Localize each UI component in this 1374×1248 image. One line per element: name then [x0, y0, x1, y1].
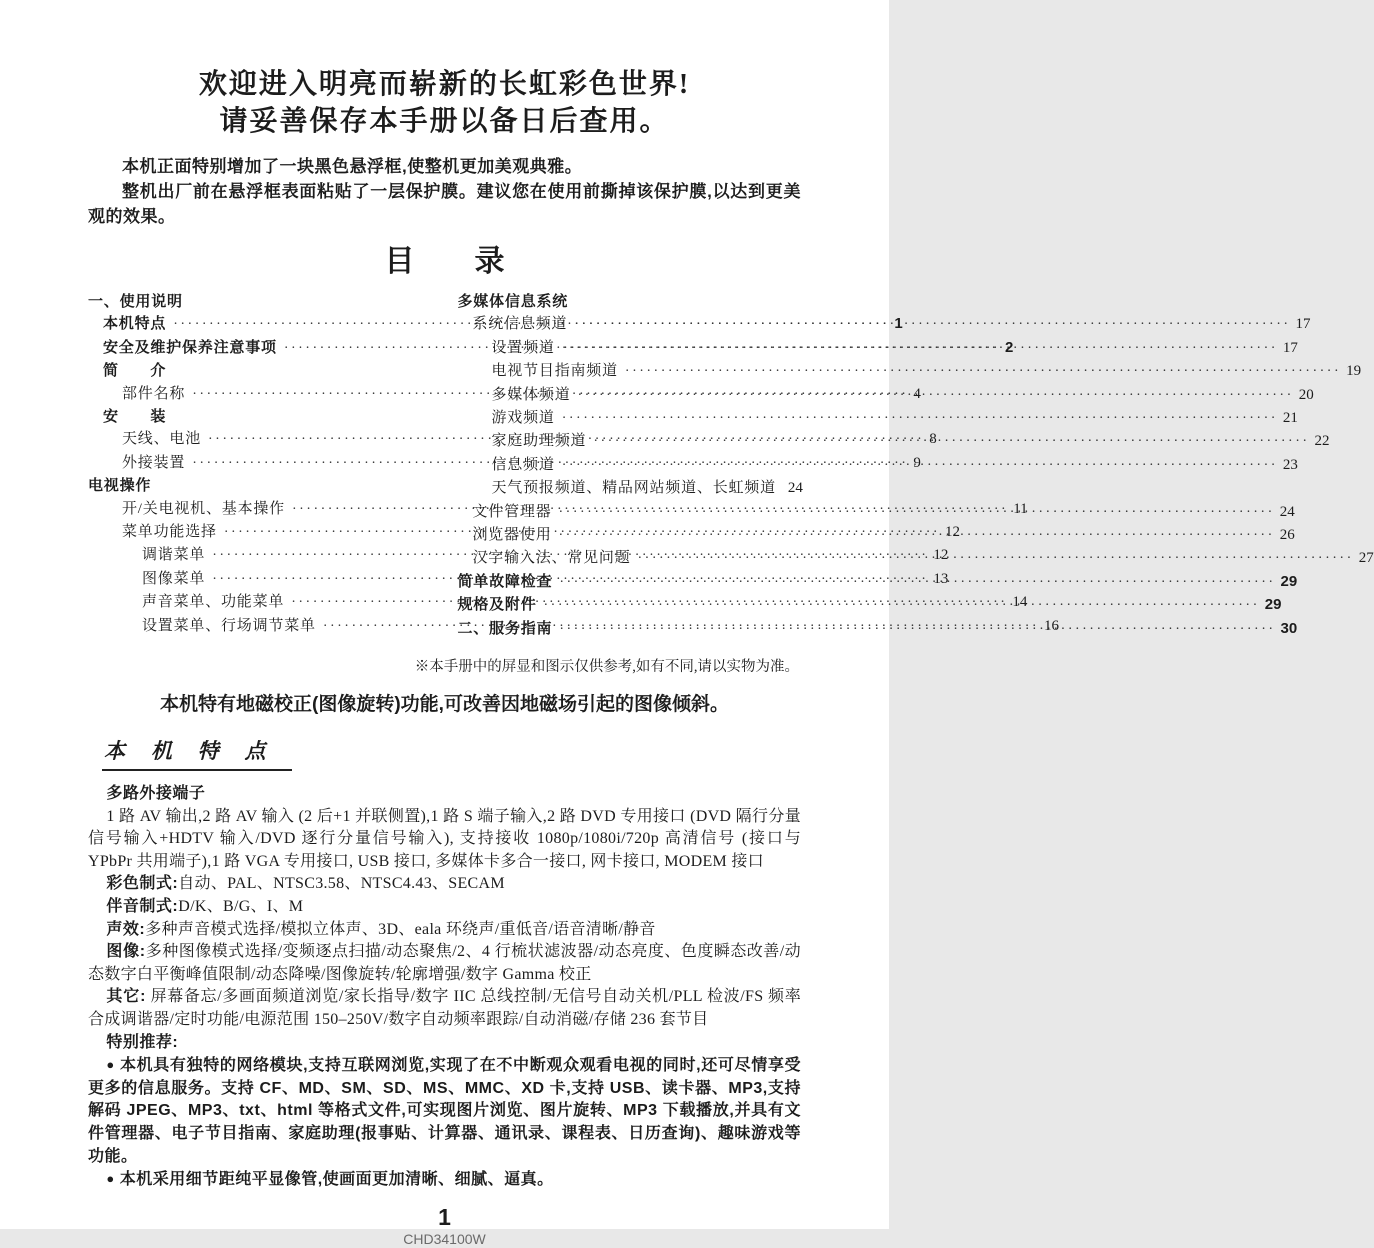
toc-entry-label: 信息频道: [491, 456, 555, 473]
toc-entry: [88, 360, 432, 382]
toc-entry-label: 浏览器使用: [472, 527, 552, 544]
feature-paragraph: [88, 1032, 801, 1055]
intro-section: [88, 154, 801, 229]
feature-bullet-item: [88, 1168, 801, 1192]
toc-page-number: 27: [1358, 550, 1374, 567]
toc-dot-leader: [638, 547, 1354, 570]
toc-entry: [458, 360, 1362, 383]
features-section-title: 本 机 特 点: [102, 740, 292, 771]
toc-page-number: 21: [1282, 410, 1298, 427]
toc-entry: [458, 407, 1298, 430]
feature-bullet-item: [88, 1054, 801, 1168]
toc-dot-leader: [562, 337, 1278, 360]
toc-page-number: 12: [933, 547, 949, 564]
toc-entry-label: 调谐菜单: [142, 547, 206, 564]
toc-page-number: 20: [1298, 386, 1314, 403]
toc-entry-label: 规格及附件: [457, 596, 537, 614]
toc-entry: [88, 291, 432, 313]
feature-label: 声效:: [106, 920, 146, 938]
toc-entry-label: 多媒体信息系统: [457, 293, 569, 310]
table-of-contents: [88, 291, 1374, 641]
feature-paragraph: [88, 873, 801, 896]
toc-entry-label: 简单故障检查: [457, 572, 553, 590]
toc-entry-label: 安全及维护保养注意事项: [103, 338, 277, 356]
toc-entry: [458, 384, 1314, 407]
toc-entry-label: 设置频道: [491, 339, 555, 356]
toc-title: 目 录: [384, 245, 505, 278]
toc-entry: [458, 477, 802, 500]
toc-entry-label: 游戏频道: [491, 410, 555, 427]
toc-entry: [458, 337, 1298, 360]
toc-entry-label: 设置菜单、行场调节菜单: [142, 617, 316, 634]
features-body: [88, 783, 801, 1192]
bullet-icon: ●: [106, 1171, 115, 1187]
toc-page-number: 24: [1279, 503, 1295, 520]
toc-page-number: 14: [1012, 594, 1028, 611]
page-title: [88, 66, 801, 140]
feature-label: 多路外接端子: [106, 785, 206, 803]
toc-page-number: 12: [945, 524, 961, 541]
toc-dot-leader: [559, 501, 1275, 524]
toc-page-number: 17: [1295, 316, 1311, 333]
model-number: CHD34100W: [403, 1230, 486, 1247]
toc-entry-label: 电视节目指南频道: [491, 363, 618, 380]
toc-page-number: 29: [1280, 572, 1298, 590]
toc-entry-label: 天线、电池: [122, 431, 202, 448]
feature-paragraph: [88, 986, 801, 1031]
feature-text: 屏幕备忘/多画面频道浏览/家长指导/数字 IIC 总线控制/无信号自动关机/PLL 检波/FS 频率合成调谐器/定时功能/电源范围 150–250V/数字自动频率跟踪/自动消磁/存储 236 套节目: [88, 988, 801, 1029]
intro-paragraph: 整机出厂前在悬浮框表面粘贴了一层保护膜。建议您在使用前撕掉该保护膜,以达到更美观的效果。: [88, 182, 801, 226]
toc-page-number: 29: [1264, 596, 1282, 614]
toc-dot-leader: [562, 407, 1278, 430]
bullet-icon: ●: [106, 1057, 115, 1073]
toc-dot-leader: [544, 594, 1260, 617]
feature-text: 本机采用细节距纯平显像管,使画面更加清晰、细腻、逼真。: [119, 1171, 554, 1189]
toc-entry-label: 本机特点: [103, 315, 167, 333]
feature-label: 其它:: [106, 988, 146, 1006]
toc-entry-label: 开/关电视机、基本操作: [122, 500, 285, 517]
geomagnetic-feature-line: 本机特有地磁校正(图像旋转)功能,可改善因地磁场引起的图像倾斜。: [160, 694, 729, 716]
toc-page-number: 13: [933, 570, 949, 587]
toc-page-number: 17: [1282, 339, 1298, 356]
toc-entry-label: 简 介: [103, 362, 167, 380]
toc-entry-label: 多媒体频道: [491, 386, 571, 403]
page-footer: [88, 1204, 801, 1248]
toc-entry-label: 一、使用说明: [88, 293, 183, 310]
toc-entry-label: 图像菜单: [142, 570, 206, 587]
toc-dot-leader: [574, 313, 1290, 336]
toc-entry-label: 外接装置: [122, 454, 186, 471]
toc-entry: [458, 454, 1298, 477]
toc-page-number: 16: [1044, 617, 1060, 634]
toc-dot-leader: [625, 360, 1341, 383]
toc-dot-leader: [593, 430, 1309, 453]
feature-text: D/K、B/G、I、M: [178, 898, 304, 916]
intro-paragraph: 本机正面特别增加了一块黑色悬浮框,使整机更加美观典雅。: [122, 157, 583, 176]
toc-page-number: 11: [1013, 500, 1028, 517]
toc-page-number: 24: [787, 480, 803, 497]
toc-entry-label: 文件管理器: [472, 503, 552, 520]
toc-entry-label: 安 装: [103, 408, 167, 426]
toc-page-number: 19: [1346, 363, 1362, 380]
toc-page-number: 30: [1280, 619, 1298, 637]
toc-dot-leader: [562, 454, 1278, 477]
feature-paragraph: [88, 941, 801, 986]
toc-entry-label: 二、服务指南: [457, 619, 553, 637]
feature-paragraph: [88, 806, 801, 874]
toc-dot-leader: [559, 618, 1275, 641]
page-title-line-1: 欢迎进入明亮而崭新的长虹彩色世界!: [198, 69, 691, 100]
toc-entry-label: 系统信息频道: [472, 316, 568, 333]
toc-entry-label: 天气预报频道、精品网站频道、长虹频道: [491, 480, 776, 497]
feature-label: 图像:: [106, 943, 146, 961]
toc-entry: [458, 313, 1311, 336]
toc-dot-leader: [578, 384, 1294, 407]
feature-text: 1 路 AV 输出,2 路 AV 输入 (2 后+1 并联侧置),1 路 S 端子输入,2 路 DVD 专用接口 (DVD 隔行分量信号输入+HDTV 输入/DVD 逐行分量信号输入), 支持接收 1080p/1080i/720p 高清信号 (接口与 YPbPr 共用端子),1 路 VGA 专用接口, USB 接口, 多媒体卡多合一接口, 网卡接口, MODEM 接口: [88, 807, 801, 870]
feature-text: 本机具有独特的网络模块,支持互联网浏览,实现了在不中断观众观看电视的同时,还可尽情享受更多的信息服务。支持 CF、MD、SM、SD、MS、MMC、XD 卡,支持 USB、读卡器、MP3,支持解码 JPEG、MP3、txt、html 等格式文件,可实现图片浏览、图片旋转、MP3 下载播放,并具有文件管理器、电子节目指南、家庭助理(报事贴、计算器、通讯录、课程表、日历查询)、趣味游戏等功能。: [88, 1057, 801, 1165]
feature-paragraph: [88, 896, 801, 919]
toc-page-number: 22: [1314, 433, 1330, 450]
toc-page-number: 23: [1282, 456, 1298, 473]
toc-page-number: 26: [1279, 527, 1295, 544]
toc-page-number: 4: [913, 385, 921, 402]
toc-entry: [88, 475, 432, 497]
toc-page-number: 9: [913, 454, 921, 471]
toc-entry-label: 电视操作: [88, 477, 152, 495]
toc-entry-label: 声音菜单、功能菜单: [142, 594, 285, 611]
toc-entry-label: 家庭助理频道: [491, 433, 587, 450]
toc-entry: [458, 291, 802, 313]
feature-label: 特别推荐:: [106, 1033, 179, 1051]
feature-paragraph: [88, 919, 801, 942]
feature-label: 彩色制式:: [106, 875, 179, 893]
page-number: 1: [438, 1203, 451, 1230]
feature-label: 伴音制式:: [106, 898, 179, 916]
page-title-line-2: 请妥善保存本手册以备日后查用。: [219, 106, 670, 137]
toc-entry: [88, 406, 432, 428]
reference-note: ※本手册中的屏显和图示仅供参考,如有不同,请以实物为准。: [414, 659, 799, 676]
toc-entry-label: 菜单功能选择: [122, 524, 217, 541]
feature-paragraph: [88, 783, 801, 806]
feature-text: 自动、PAL、NTSC3.58、NTSC4.43、SECAM: [178, 875, 505, 893]
toc-page-number: 8: [929, 431, 937, 448]
toc-entry-label: 部件名称: [122, 385, 186, 402]
toc-page-number: 1: [894, 315, 903, 333]
toc-page-number: 2: [1005, 338, 1014, 356]
toc-dot-leader: [559, 571, 1275, 594]
feature-text: 多种声音模式选择/模拟立体声、3D、eala 环绕声/重低音/语音清晰/静音: [145, 920, 656, 938]
toc-entry: [458, 430, 1330, 453]
feature-text: 多种图像模式选择/变频逐点扫描/动态聚焦/2、4 行梳状滤波器/动态亮度、色度瞬态改善/动态数字白平衡峰值限制/动态降噪/图像旋转/轮廓增强/数字 Gamma 校正: [88, 943, 801, 983]
toc-dot-leader: [559, 524, 1275, 547]
toc-entry-label: 汉字输入法、常见问题: [472, 550, 631, 567]
